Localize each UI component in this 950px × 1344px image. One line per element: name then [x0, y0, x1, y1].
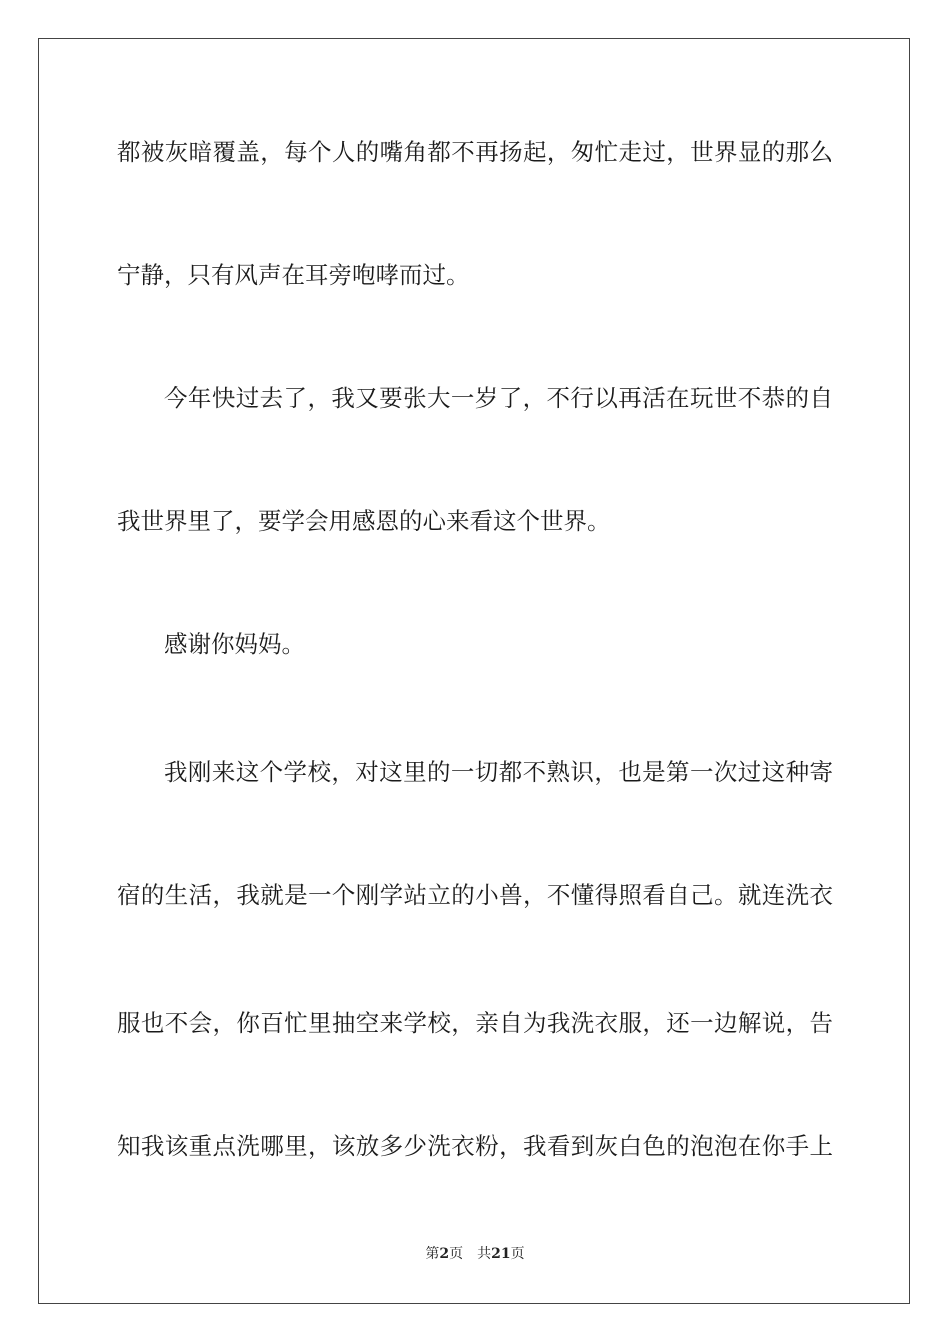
- page-border: [38, 38, 910, 1304]
- text-line-2: 宁静，只有风声在耳旁咆哮而过。: [117, 261, 470, 289]
- footer-page-prefix: 第: [425, 1246, 440, 1262]
- footer-total-pages: 21: [491, 1246, 511, 1262]
- text-line-9: 知我该重点洗哪里，该放多少洗衣粉，我看到灰白色的泡泡在你手上: [117, 1132, 833, 1160]
- footer-total-prefix: 共: [477, 1246, 492, 1262]
- footer-total-suffix: 页: [510, 1246, 525, 1262]
- text-line-1: 都被灰暗覆盖，每个人的嘴角都不再扬起，匆忙走过，世界显的那么: [117, 138, 833, 166]
- text-line-7: 宿的生活，我就是一个刚学站立的小兽，不懂得照看自己。就连洗衣: [117, 881, 833, 909]
- text-line-8: 服也不会，你百忙里抽空来学校，亲自为我洗衣服，还一边解说，告: [117, 1009, 833, 1037]
- footer-page-number: 2: [439, 1246, 450, 1262]
- footer-page-suffix: 页: [449, 1246, 464, 1262]
- text-line-4: 我世界里了，要学会用感恩的心来看这个世界。: [117, 507, 611, 535]
- page-footer: [0, 1244, 950, 1264]
- text-line-3: 今年快过去了，我又要张大一岁了，不行以再活在玩世不恭的自: [164, 384, 833, 412]
- text-line-6: 我刚来这个学校，对这里的一切都不熟识，也是第一次过这种寄: [164, 758, 833, 786]
- text-line-5: 感谢你妈妈。: [164, 630, 305, 658]
